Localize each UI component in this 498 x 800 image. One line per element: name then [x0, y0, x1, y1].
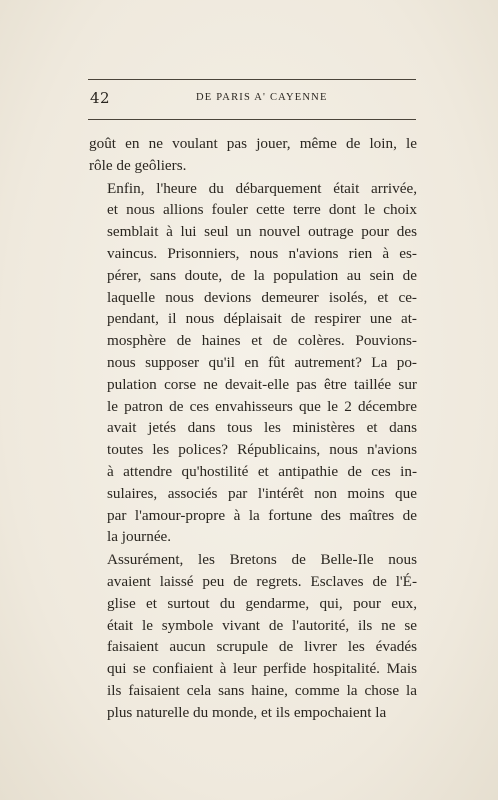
text-line: semblait à lui seul un nouvel outrage pour des	[107, 223, 417, 241]
text-line: mosphère de haines et de colères. Pouvions-	[107, 332, 417, 350]
header-rule-top	[88, 79, 416, 80]
page-number: 42	[90, 89, 111, 107]
text-line: à attendre qu'hostilité et antipathie de ces in-	[107, 462, 417, 480]
text-line: Enfin, l'heure du débarquement était arrivée,	[107, 179, 417, 197]
paragraph	[89, 178, 417, 549]
text-line: vaincus. Prisonniers, nous n'avions rien à es-	[107, 244, 417, 262]
text-line: était le symbole vivant de l'autorité, ils ne se	[107, 616, 417, 634]
text-line: la journée.	[107, 528, 172, 546]
text-line: laquelle nous devions demeurer isolés, et ce-	[107, 288, 417, 306]
text-line: toutes les polices? Républicains, nous n'avions	[107, 441, 417, 459]
text-line: avaient laissé peu de regrets. Esclaves de l'É-	[107, 572, 417, 590]
text-line: plus naturelle du monde, et ils empochaient la	[107, 703, 387, 721]
text-line: Assurément, les Bretons de Belle-Ile nous	[107, 551, 417, 569]
text-line: pulation corse ne devait-elle pas être taillée sur	[107, 375, 417, 393]
text-line: le patron de ces envahisseurs que le 2 décembre	[107, 397, 417, 415]
text-line: ils faisaient cela sans haine, comme la chose la	[107, 681, 417, 699]
header-rule-bottom	[88, 119, 416, 120]
text-line: avait jetés dans tous les ministères et dans	[107, 419, 417, 437]
text-line: goût en ne voulant pas jouer, même de loin, le	[89, 135, 417, 152]
text-line: pérer, sans doute, de la population au sein de	[107, 266, 417, 284]
text-line: rôle de geôliers.	[89, 156, 187, 174]
running-head: DE PARIS A' CAYENNE	[196, 92, 328, 103]
body-text	[89, 133, 417, 724]
paragraph	[89, 549, 417, 723]
paragraph	[89, 133, 417, 177]
text-line: nous supposer qu'il en fût autrement? La po-	[107, 353, 417, 371]
page-header	[88, 79, 416, 119]
text-line: par l'amour-propre à la fortune des maîtres de	[107, 506, 417, 524]
text-line: et nous allions fouler cette terre dont le choix	[107, 201, 417, 219]
text-line: glise et surtout du gendarme, qui, pour eux,	[107, 594, 417, 612]
text-line: qui se confiaient à leur perfide hospitalité. Mais	[107, 660, 417, 678]
text-line: pendant, il nous déplaisait de respirer une at-	[107, 310, 417, 328]
text-line: sulaires, associés par l'intérêt non moins que	[107, 484, 417, 502]
text-line: faisaient aucun scrupule de livrer les évadés	[107, 638, 417, 656]
